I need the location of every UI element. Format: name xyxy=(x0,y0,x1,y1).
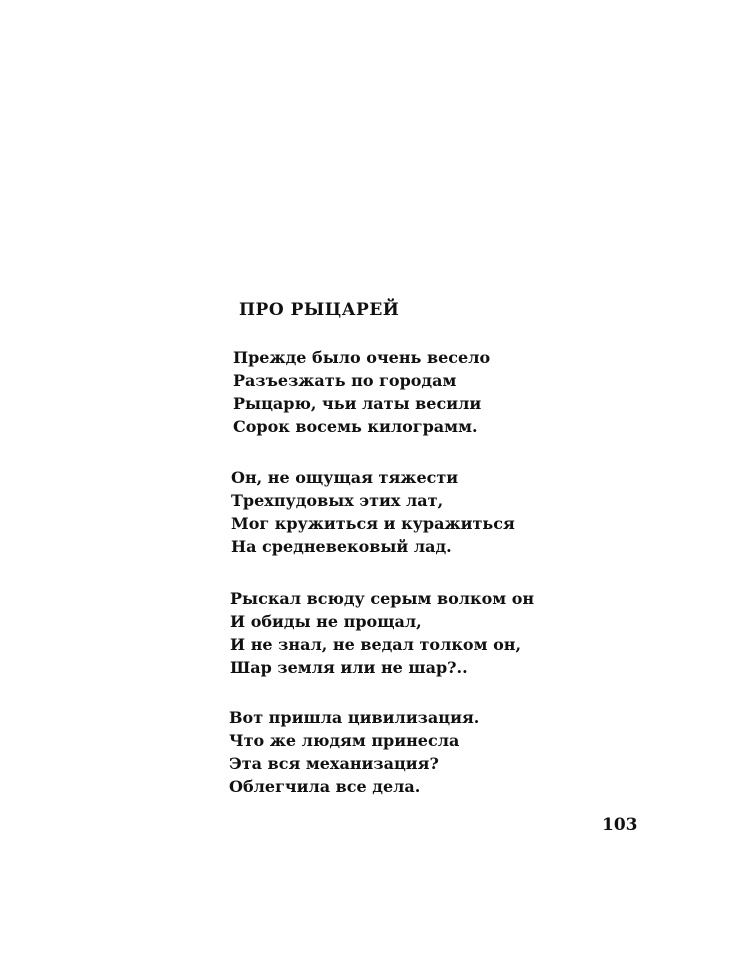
stanza-line: Шар земля или не шар?.. xyxy=(230,658,468,677)
page-number: 103 xyxy=(602,815,638,835)
stanza-line: На средневековый лад. xyxy=(231,537,452,556)
stanza-line: Рыцарю, чьи латы весили xyxy=(233,394,482,413)
stanza-line: Что же людям принесла xyxy=(229,731,460,750)
stanza-3 xyxy=(230,587,534,679)
stanza-line: Трехпудовых этих лат, xyxy=(231,491,444,510)
stanza-line: Он, не ощущая тяжести xyxy=(231,468,459,487)
stanza-line: И не знал, не ведал толком он, xyxy=(230,635,522,654)
stanza-line: Прежде было очень весело xyxy=(233,348,491,367)
stanza-line: Облегчила все дела. xyxy=(229,777,421,796)
stanza-1 xyxy=(233,346,490,438)
stanza-line: Разъезжать по городам xyxy=(233,371,457,390)
stanza-line: Вот пришла цивилизация. xyxy=(229,708,480,727)
stanza-line: Эта вся механизация? xyxy=(229,754,439,773)
stanza-line: Сорок восемь килограмм. xyxy=(233,417,478,436)
stanza-2 xyxy=(231,466,515,558)
stanza-line: Мог кружиться и куражиться xyxy=(231,514,515,533)
poem-title: ПРО РЫЦАРЕЙ xyxy=(239,300,400,320)
stanza-4 xyxy=(229,706,479,798)
stanza-line: И обиды не прощал, xyxy=(230,612,422,631)
stanza-line: Рыскал всюду серым волком он xyxy=(230,589,535,608)
